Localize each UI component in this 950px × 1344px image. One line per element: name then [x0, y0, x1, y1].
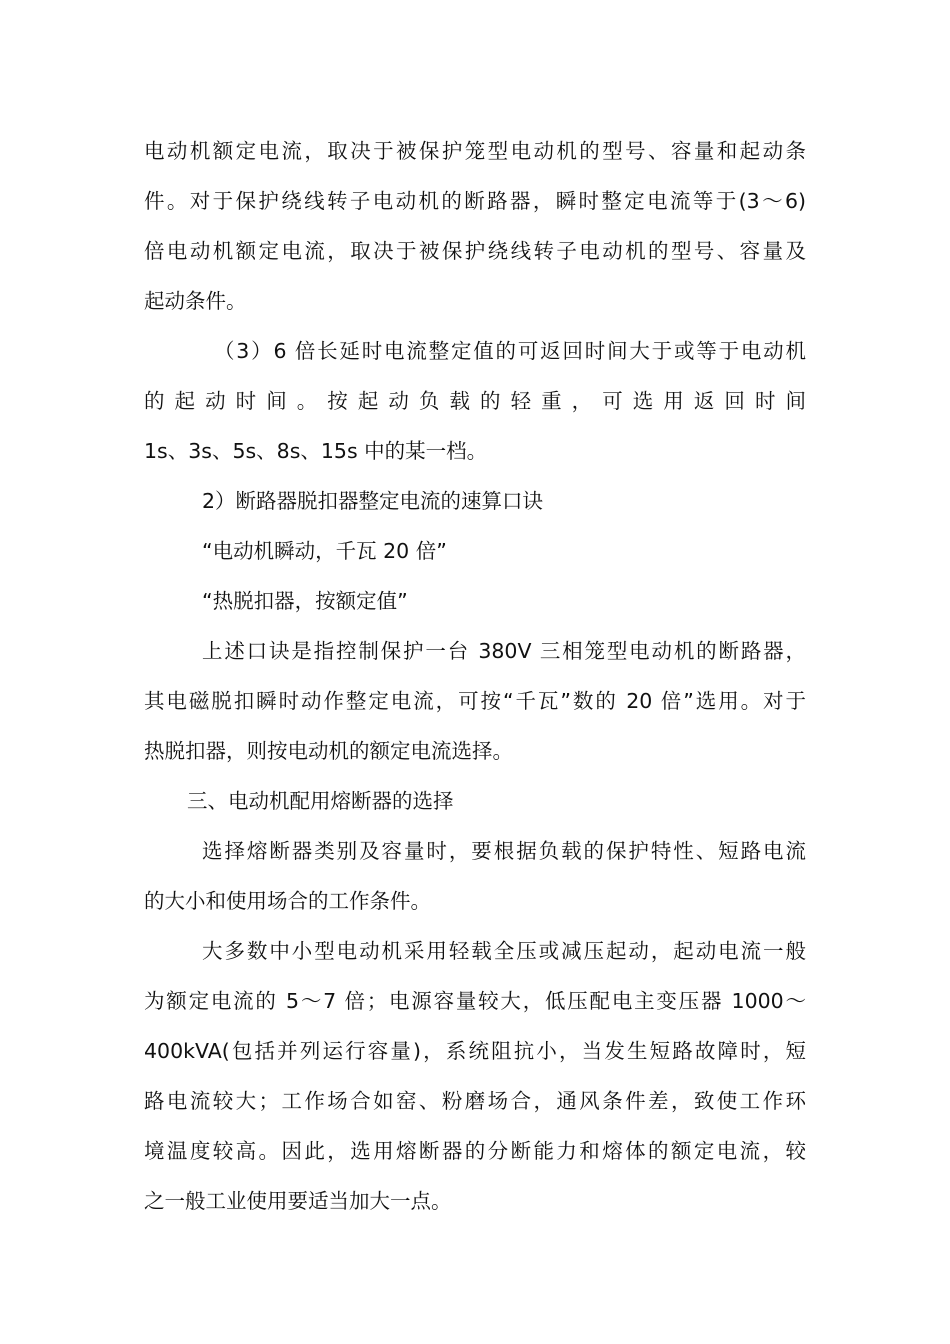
text-line: 电动机额定电流，取决于被保护笼型电动机的型号、容量和起动条 — [144, 139, 806, 163]
text-line: 上述口诀是指控制保护一台 380V 三相笼型电动机的断路器， — [202, 639, 806, 663]
text-line: 其电磁脱扣瞬时动作整定电流，可按“千瓦”数的 20 倍”选用。对于 — [144, 689, 806, 713]
text-line: 件。对于保护绕线转子电动机的断路器，瞬时整定电流等于(3～6) — [144, 189, 806, 213]
text-line: 大多数中小型电动机采用轻载全压或减压起动，起动电流一般 — [202, 939, 806, 963]
text-line: 之一般工业使用要适当加大一点。 — [144, 1189, 452, 1213]
text-line: 1s、3s、5s、8s、15s 中的某一档。 — [144, 439, 488, 463]
text-line: 2）断路器脱扣器整定电流的速算口诀 — [202, 489, 544, 513]
text-line: 选择熔断器类别及容量时，要根据负载的保护特性、短路电流 — [202, 839, 806, 863]
text-line: 倍电动机额定电流，取决于被保护绕线转子电动机的型号、容量及 — [144, 239, 806, 263]
text-line: “电动机瞬动，千瓦 20 倍” — [202, 539, 447, 563]
text-line: 400kVA(包括并列运行容量)，系统阻抗小，当发生短路故障时，短 — [144, 1039, 806, 1063]
text-line: 的 起 动 时 间 。 按 起 动 负 载 的 轻 重 ， 可 选 用 返 回 时 间 — [144, 389, 806, 413]
text-line: 热脱扣器，则按电动机的额定电流选择。 — [144, 739, 513, 763]
text-line: “热脱扣器，按额定值” — [202, 589, 408, 613]
text-line: 起动条件。 — [144, 289, 247, 313]
text-line: 路电流较大；工作场合如窑、粉磨场合，通风条件差，致使工作环 — [144, 1089, 806, 1113]
text-line: （3）6 倍长延时电流整定值的可返回时间大于或等于电动机 — [214, 339, 806, 363]
section-heading: 三、电动机配用熔断器的选择 — [187, 789, 454, 813]
document-page — [144, 126, 806, 1226]
text-line: 的大小和使用场合的工作条件。 — [144, 889, 431, 913]
text-line: 境温度较高。因此，选用熔断器的分断能力和熔体的额定电流，较 — [144, 1139, 806, 1163]
text-line: 为额定电流的 5～7 倍；电源容量较大，低压配电主变压器 1000～ — [144, 989, 806, 1013]
